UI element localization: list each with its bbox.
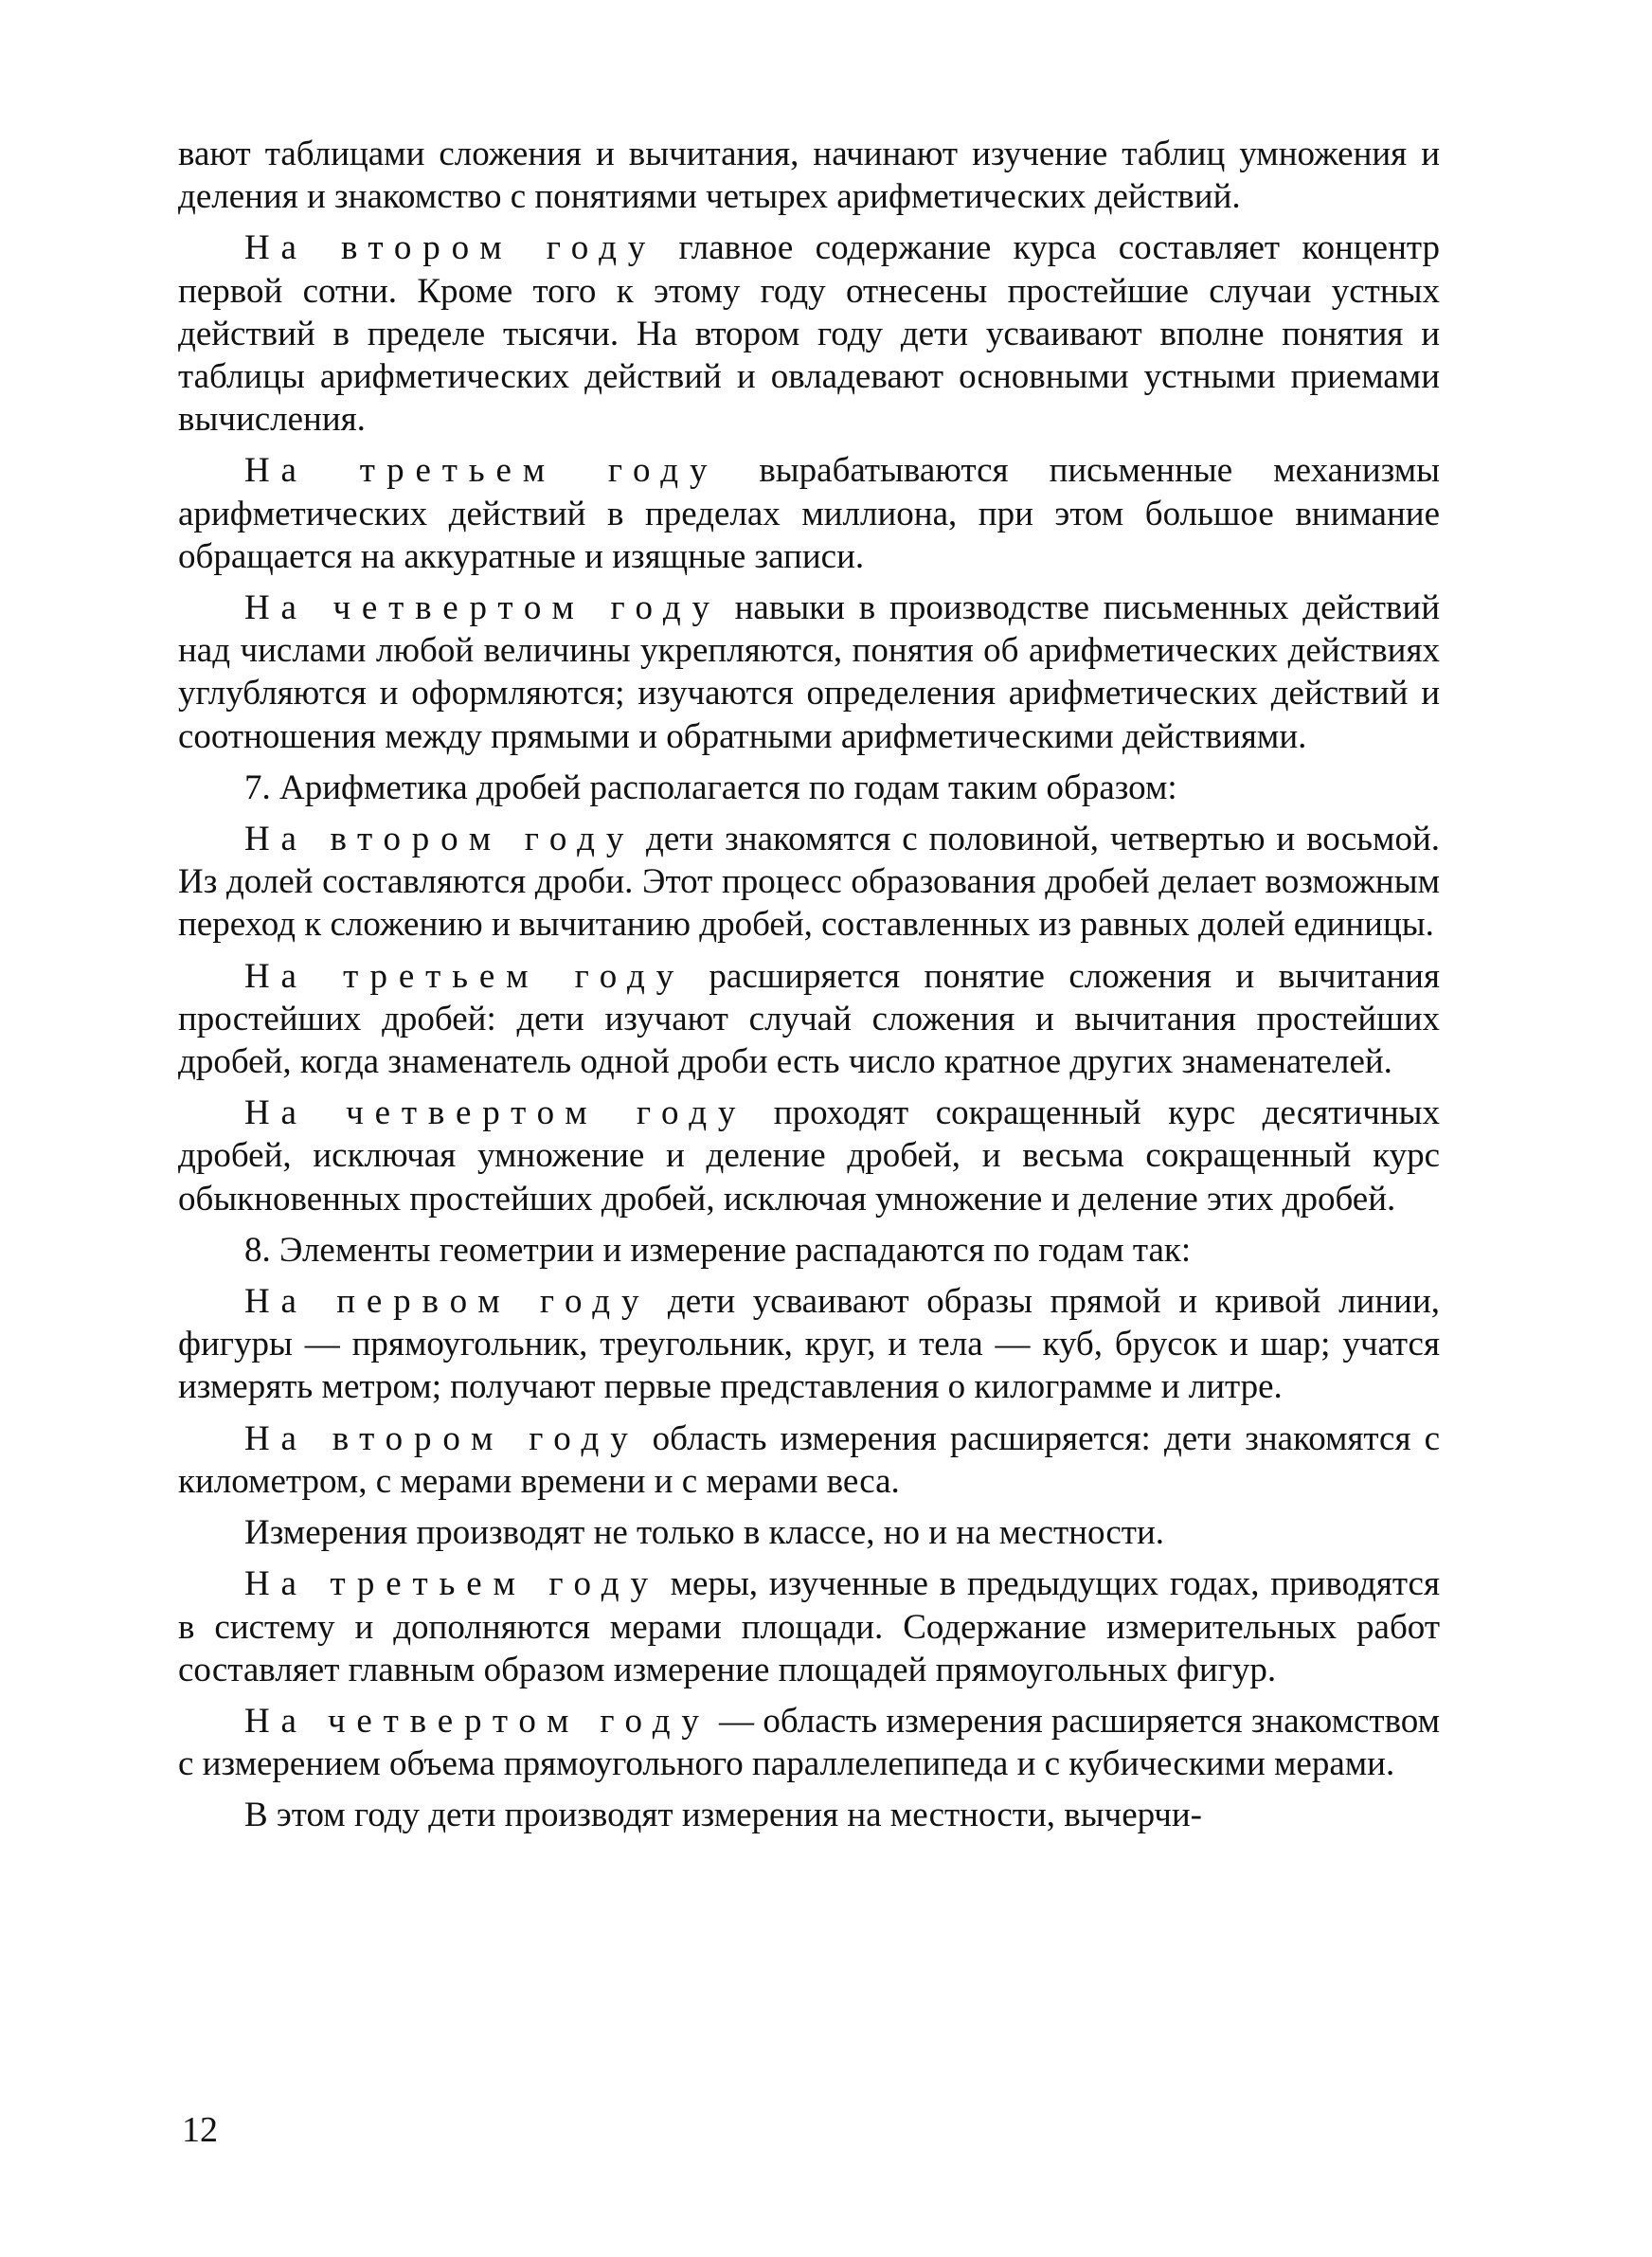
paragraph-13-body: меры, изученные в предыдущих годах, приводятся в систему и дополняются мерами площади. Содержание измерительных работ составляет главным образом измерение площадей прямоугольных фигур.	[178, 1564, 1440, 1689]
paragraph-6	[178, 818, 1440, 947]
paragraph-7-body: расширяется понятие сложения и вычитания простейших дробей: дети изучают случай сложения и вычитания простейших дробей, когда знаменатель одной дроби есть число кратное других знаменателей.	[178, 956, 1440, 1082]
paragraph-5-body: 7. Арифметика дробей располагается по годам таким образом:	[244, 767, 1177, 807]
paragraph-6-lead: На втором году	[244, 820, 636, 859]
paragraph-14-lead: На четвертом году	[244, 1701, 710, 1741]
paragraph-8-lead: На четвертом году	[244, 1093, 747, 1133]
paragraph-13-lead: На третьем году	[244, 1564, 659, 1604]
paragraph-2-lead: На втором году	[244, 228, 657, 268]
paragraph-13	[178, 1562, 1440, 1691]
paragraph-9-body: 8. Элементы геометрии и измерение распадаются по годам так:	[244, 1230, 1192, 1270]
paragraph-10-body: дети усваивают образы прямой и кривой линии, фигуры — прямоугольник, треугольник, круг, и тела — куб, брусок и шар; учатся измерять метром; получают первые представления о килограмме и литре.	[178, 1282, 1440, 1407]
paragraph-12-body: Измерения производят не только в классе, но и на местности.	[244, 1513, 1165, 1553]
paragraph-10	[178, 1280, 1440, 1409]
paragraph-14-body: — область измерения расширяется знакомством с измерением объема прямоугольного параллелепипеда и с кубическими мерами.	[178, 1701, 1440, 1784]
paragraph-7-lead: На третьем году	[244, 956, 685, 996]
paragraph-11	[178, 1417, 1440, 1503]
paragraph-2-body: главное содержание курса составляет концентр первой сотни. Кроме того к этому году отнесены простейшие случаи устных действий в пределе тысячи. На втором году дети усваивают вполне понятия и таблицы арифметических действий и овладевают основными устными приемами вычисления.	[178, 228, 1441, 440]
paragraph-15	[178, 1794, 1440, 1836]
paragraph-4	[178, 587, 1440, 758]
paragraph-3-lead: На третьем году	[244, 451, 719, 491]
paragraph-3-body: вырабатываются письменные механизмы арифметических действий в пределах миллиона, при этом большое внимание обращается на аккуратные и изящные записи.	[178, 451, 1440, 576]
paragraph-2	[178, 226, 1440, 441]
paragraph-8	[178, 1092, 1440, 1220]
paragraph-4-lead: На четвертом году	[244, 588, 721, 628]
paragraph-12	[178, 1511, 1440, 1554]
paragraph-1	[178, 133, 1440, 218]
paragraph-6-body: дети знакомятся с половиной, четвертью и восьмой. Из долей составляются дроби. Этот процесс образования дробей делает возможным переход к сложению и вычитанию дробей, составленных из равных долей единицы.	[178, 820, 1440, 945]
paragraph-9	[178, 1229, 1440, 1272]
paragraph-1-body: вают таблицами сложения и вычитания, начинают изучение таблиц умножения и деления и знакомство с понятиями четырех арифметических действий.	[178, 135, 1440, 217]
paragraph-3	[178, 449, 1440, 578]
paragraph-5	[178, 767, 1440, 809]
paragraph-8-body: проходят сокращенный курс десятичных дробей, исключая умножение и деление дробей, и весьма сокращенный курс обыкновенных простейших дробей, исключая умножение и деление этих дробей.	[178, 1093, 1440, 1219]
paragraph-11-lead: На втором году	[244, 1418, 639, 1458]
paragraph-10-lead: На первом году	[244, 1282, 651, 1322]
page-number: 12	[182, 2110, 218, 2150]
paragraph-15-body: В этом году дети производят измерения на местности, вычерчи-	[244, 1796, 1202, 1835]
paragraph-14	[178, 1700, 1440, 1785]
paragraph-4-body: навыки в производстве письменных действий над числами любой величины укрепляются, понятия об арифметических действиях углубляются и оформляются; изучаются определения арифметических действий и соотношения между прямыми и обратными арифметическими действиями.	[178, 588, 1441, 756]
paragraph-7	[178, 955, 1440, 1084]
paragraph-11-body: область измерения расширяется: дети знакомятся с километром, с мерами времени и с мерами веса.	[178, 1418, 1441, 1501]
page-text	[178, 133, 1440, 1846]
